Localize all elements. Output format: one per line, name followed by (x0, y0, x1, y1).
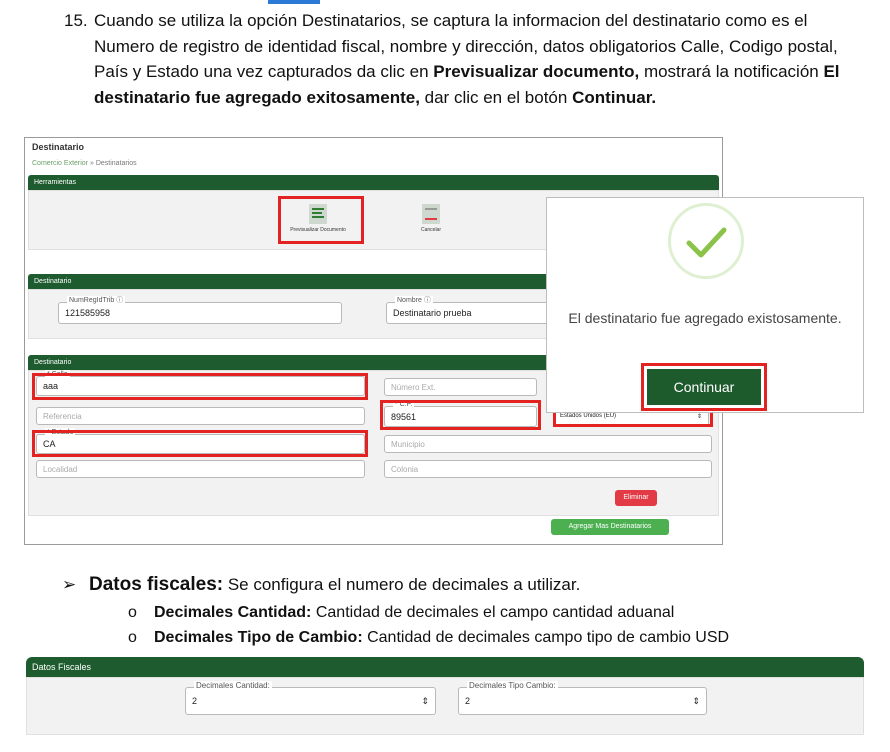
document-cancel-icon (422, 204, 440, 224)
sub-bullet-text: Cantidad de decimales el campo cantidad aduanal (311, 604, 675, 621)
instruction-bold-preview: Previsualizar documento, (433, 62, 640, 81)
instruction-text (94, 8, 864, 110)
cp-value: 89561 (391, 411, 417, 422)
breadcrumb-current: Destinatarios (95, 160, 137, 167)
estado-label: * Estado (47, 429, 74, 436)
bullet-datos-fiscales (62, 574, 580, 596)
instruction-paragraph (64, 8, 864, 110)
sub-bullet-bold: Decimales Tipo de Cambio: (154, 629, 363, 646)
page-title: Destinatario (32, 142, 85, 152)
instruction-text-1: Cuando se utiliza la opción Destinatarios, se captura la informacion del destinatario como es el Numero de registro de identidad fiscal, nombre y dirección, datos obligatorios Calle, Codigo postal, País y Estado una vez capturados da clic en (94, 11, 838, 81)
datos-fiscales-header: Datos Fiscales (26, 657, 864, 677)
instruction-text-3: dar clic en el botón (419, 87, 573, 107)
municipio-field[interactable]: Municipio (384, 435, 712, 453)
preview-label: Previsualizar Documento (290, 227, 346, 233)
select-arrows-icon: ⇕ (692, 695, 700, 706)
tools-header: Herramientas (28, 175, 719, 190)
success-check-icon (668, 203, 744, 279)
success-message: El destinatario fue agregado existosamente. (568, 310, 842, 326)
decimales-cantidad-value: 2 (192, 696, 198, 706)
sub-bullet-marker: o (128, 604, 137, 621)
highlight-estado (32, 430, 368, 457)
numreg-label: NumRegIdTrib ⓘ (69, 297, 124, 304)
cancel-tool[interactable] (411, 204, 451, 233)
pais-value: Estados Unidos (EU) (560, 413, 617, 419)
select-arrows-icon: ⇕ (696, 413, 702, 420)
numreg-field[interactable] (58, 297, 342, 324)
sub-bullet-bold: Decimales Cantidad: (154, 604, 312, 621)
breadcrumb (32, 160, 137, 167)
highlight-continue (641, 363, 767, 411)
instruction-bold-continue: Continuar. (572, 87, 657, 107)
nombre-value: Destinatario prueba (393, 308, 472, 318)
sub-bullet-cantidad (128, 604, 675, 622)
numreg-value: 121585958 (65, 308, 111, 318)
datos-fiscales-section (26, 657, 864, 735)
sub-bullet-cambio (128, 629, 730, 647)
decimales-cantidad-label: Decimales Cantidad: (196, 681, 270, 690)
decimales-tipo-cambio-select[interactable] (458, 681, 707, 715)
success-modal (546, 197, 864, 413)
bullet-heading-text: Se configura el numero de decimales a utilizar. (223, 575, 581, 594)
instruction-text-2: mostrará la notificación (639, 62, 824, 81)
decimales-cantidad-select[interactable] (185, 681, 436, 715)
calle-label: * Calle (47, 371, 68, 378)
breadcrumb-separator: » (88, 160, 96, 167)
destinatario-address-header: Destinatario (28, 355, 719, 370)
localidad-field[interactable]: Localidad (36, 460, 365, 478)
highlight-calle (32, 373, 368, 400)
sub-bullet-text: Cantidad de decimales campo tipo de cambio USD (362, 629, 730, 646)
cp-label: * C.P. (395, 401, 413, 408)
numero-ext-field[interactable]: Número Ext. (384, 378, 537, 396)
continue-button[interactable]: Continuar (647, 369, 761, 405)
highlight-preview (278, 196, 364, 244)
datos-fiscales-panel (26, 677, 864, 735)
referencia-field[interactable]: Referencia (36, 407, 365, 425)
arrow-bullet-icon: ➢ (62, 575, 77, 594)
decimales-tipo-cambio-label: Decimales Tipo Cambio: (469, 681, 556, 690)
decimales-tipo-cambio-value: 2 (465, 696, 471, 706)
agregar-destinatarios-button[interactable]: Agregar Mas Destinatarios (551, 519, 669, 535)
colonia-field[interactable]: Colonia (384, 460, 712, 478)
cancel-label: Cancelar (420, 227, 441, 233)
calle-value: aaa (43, 381, 59, 391)
bullet-heading: Datos fiscales: (88, 574, 224, 595)
step-number: 15. (64, 11, 88, 30)
highlight-cp (380, 400, 541, 430)
sub-bullet-marker: o (128, 629, 137, 646)
eliminar-button[interactable]: Eliminar (615, 490, 657, 506)
nombre-label: Nombre ⓘ (397, 297, 431, 304)
estado-value: CA (43, 439, 56, 449)
breadcrumb-link[interactable]: Comercio Exterior (32, 160, 89, 167)
select-arrows-icon: ⇕ (421, 695, 429, 706)
destinatario-header: Destinatario (28, 274, 719, 289)
page-top-tab (268, 0, 320, 4)
instruction-bold-notification: El destinatario fue agregado exitosamente, (94, 62, 840, 107)
